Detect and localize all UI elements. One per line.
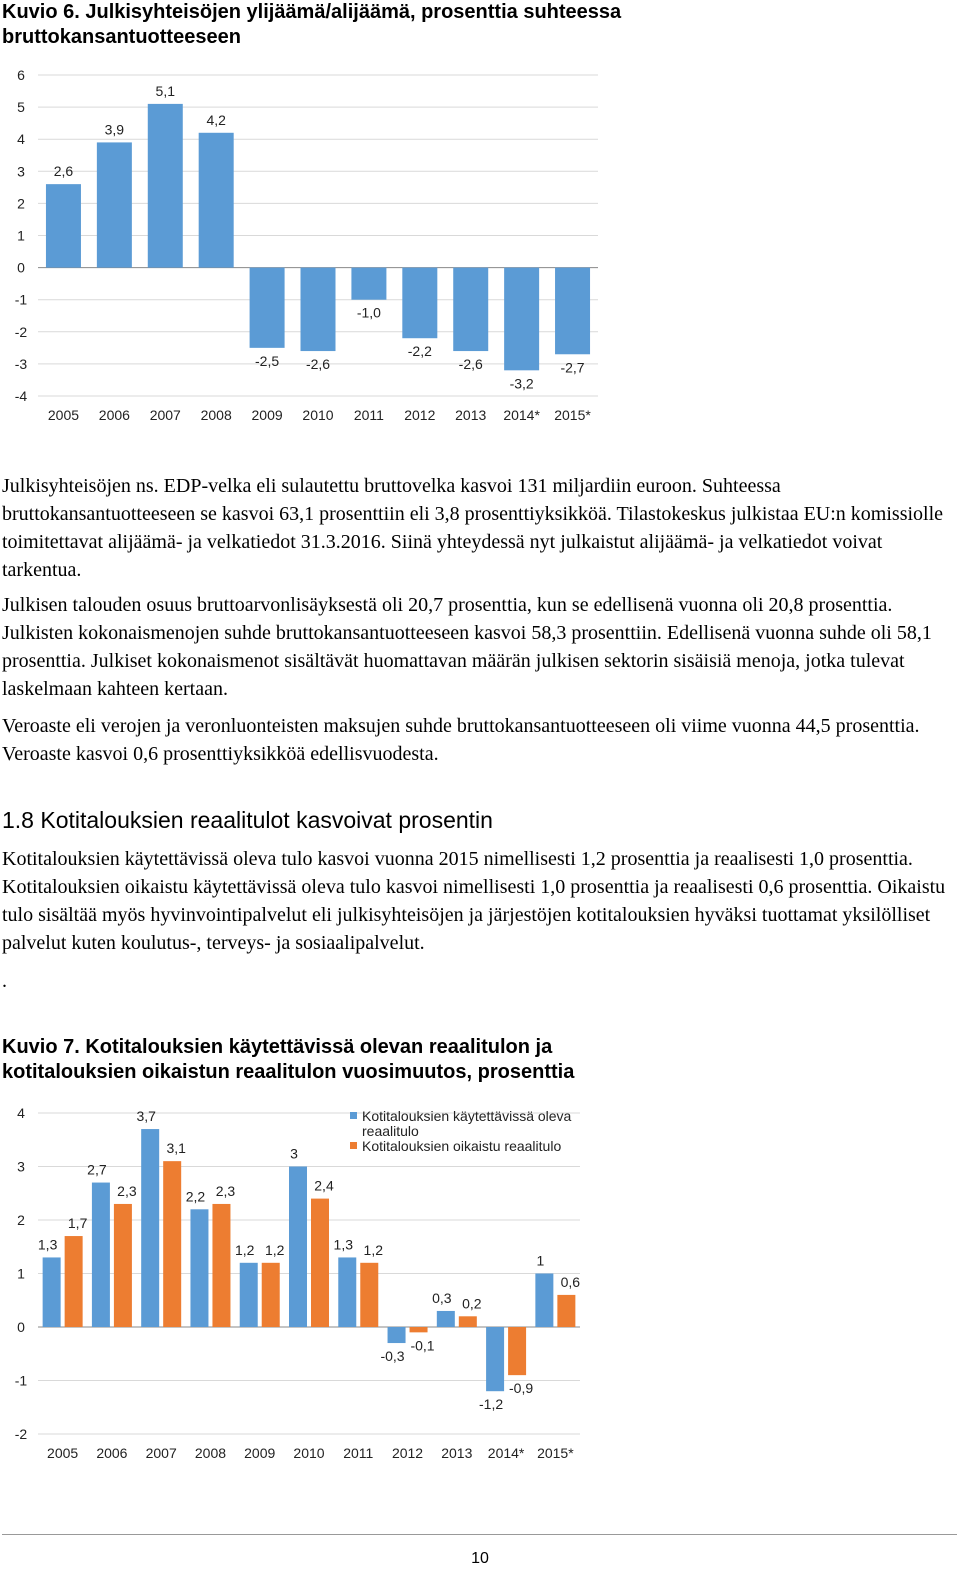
data-label: 2,2 [185, 1188, 206, 1205]
data-label: 1,3 [333, 1236, 354, 1253]
bar [410, 1327, 428, 1332]
figure7-bar-chart [0, 1098, 620, 1473]
x-tick-label: 2012 [391, 1445, 424, 1461]
y-tick-label: -3 [14, 355, 28, 372]
bar [557, 1295, 575, 1327]
bar [114, 1204, 132, 1327]
data-label: -3,2 [509, 375, 534, 392]
x-tick-label: 2008 [194, 1445, 227, 1461]
data-label: 3 [290, 1145, 298, 1162]
data-label: 4,2 [206, 111, 226, 128]
y-tick-label: -1 [14, 1372, 28, 1389]
bar [437, 1311, 455, 1327]
y-tick-label: 0 [17, 259, 25, 276]
footer-divider [2, 1534, 957, 1535]
x-tick-label: 2015* [537, 1445, 574, 1461]
x-tick-label: 2013 [455, 407, 487, 423]
data-label: -0,9 [509, 1380, 534, 1397]
x-tick-label: 2014* [487, 1445, 525, 1461]
legend-label: Kotitalouksien oikaistu reaalitulo [362, 1138, 562, 1154]
x-tick-label: 2007 [149, 407, 181, 423]
legend-label: Kotitalouksien käytettävissä oleva [362, 1108, 572, 1124]
y-tick-label: -1 [14, 291, 28, 308]
y-tick-label: 3 [17, 163, 25, 180]
data-label: 1,2 [264, 1241, 285, 1258]
bar [141, 1129, 159, 1327]
bar [250, 268, 285, 348]
data-label: 0,6 [560, 1273, 581, 1290]
data-label: 1,2 [363, 1241, 384, 1258]
figure6-caption-line2: bruttokansantuotteeseen [2, 26, 241, 48]
bar [388, 1327, 406, 1343]
y-tick-label: 2 [17, 195, 25, 212]
x-tick-label: 2005 [47, 1445, 79, 1461]
figure6-bar-chart [0, 60, 620, 430]
figure6-caption-line1: Kuvio 6. Julkisyhteisöjen ylijäämä/alijäämä, prosenttia suhteessa [2, 1, 622, 23]
x-tick-label: 2014* [503, 407, 540, 423]
section-heading: 1.8 Kotitalouksien reaalitulot kasvoivat prosentin [2, 807, 493, 833]
bar [535, 1274, 553, 1328]
data-label: 2,3 [215, 1182, 236, 1199]
x-tick-label: 2008 [200, 407, 232, 423]
y-tick-label: 5 [17, 99, 25, 116]
bar [486, 1327, 504, 1391]
bar [402, 268, 437, 339]
data-label: -2,6 [305, 356, 331, 373]
y-tick-label: 1 [17, 1265, 25, 1282]
bar [46, 184, 81, 267]
y-tick-label: 2 [17, 1212, 25, 1228]
bar [311, 1199, 329, 1327]
data-label: 0,3 [432, 1289, 452, 1306]
y-tick-label: -2 [14, 323, 28, 340]
x-tick-label: 2009 [251, 407, 283, 423]
bar [360, 1263, 378, 1327]
bar [97, 142, 132, 267]
bar [351, 268, 386, 300]
data-label: -2,2 [407, 343, 432, 360]
paragraph-household-income: Kotitalouksien käytettävissä oleva tulo kasvoi vuonna 2015 nimellisesti 1,2 prosenttia ja reaalisesti 1,0 prosenttia. Kotitalouksien oikaistu käytettävissä oleva tulo kasvoi nimellisesti 1,0 prosenttia ja reaalisesti 0,6 prosenttia. Oikaistu tulo sisältää myös hyvinvointipalvelut eli julkisyhteisöjen ja järjestöjen kotitalouksien hyväksi tuottamat yksilölliset palvelut kuten koulutus-, terveys- ja sosiaalipalvelut. [2, 848, 946, 954]
data-label: 2,7 [87, 1161, 107, 1178]
data-label: -2,7 [560, 359, 585, 376]
bar [555, 268, 590, 355]
x-tick-label: 2010 [302, 407, 334, 423]
data-label: 3,7 [136, 1108, 156, 1125]
x-tick-label: 2012 [404, 407, 436, 423]
bar [240, 1263, 258, 1327]
bar [212, 1204, 230, 1327]
figure7-caption-line2: kotitalouksien oikaistun reaalitulon vuosimuutos, prosenttia [2, 1061, 575, 1083]
bar [199, 133, 234, 268]
y-tick-label: 4 [17, 131, 25, 148]
figure7-caption-line1: Kuvio 7. Kotitalouksien käytettävissä olevan reaalitulon ja [2, 1036, 553, 1058]
bar [65, 1236, 83, 1327]
y-tick-label: 1 [17, 227, 25, 244]
x-tick-label: 2011 [353, 407, 384, 423]
x-tick-label: 2005 [47, 407, 80, 423]
data-label: 3,1 [166, 1140, 186, 1157]
bar [148, 104, 183, 268]
figure6-caption [2, 0, 702, 50]
y-tick-label: -2 [14, 1426, 28, 1442]
x-tick-label: 2015* [554, 407, 591, 423]
data-label: 0,2 [462, 1295, 482, 1312]
legend-swatch [350, 1142, 357, 1149]
bar [338, 1257, 356, 1327]
x-tick-label: 2006 [98, 407, 130, 423]
bar [43, 1257, 61, 1327]
data-label: 2,4 [314, 1177, 334, 1194]
y-tick-label: 4 [17, 1105, 25, 1121]
data-label: 2,3 [117, 1182, 137, 1199]
y-tick-label: 3 [17, 1158, 25, 1175]
paragraph-edp-debt: Julkisyhteisöjen ns. EDP-velka eli sulautettu bruttovelka kasvoi 131 miljardiin euroon. Suhteessa bruttokansantuotteeseen se kasvoi 63,1 prosenttiin eli 3,8 prosenttiyksikköä. Tilastokeskus julkistaa EU:n komissiolle toimitettavat alijäämä- ja velkatiedot 31.3.2016. Siinä yhteydessä nyt julkaistut alijäämä- ja velkatiedot voivat tarkentua. [2, 475, 944, 581]
bar [262, 1263, 280, 1327]
data-label: -1,2 [479, 1396, 504, 1413]
x-tick-label: 2011 [343, 1445, 374, 1461]
bar [508, 1327, 526, 1375]
x-tick-label: 2007 [145, 1445, 177, 1461]
paragraph-tax-rate: Veroaste eli verojen ja veronluonteisten maksujen suhde bruttokansantuotteeseen oli viime vuonna 44,5 prosenttia. Veroaste kasvoi 0,6 prosenttiyksikköä edellisvuodesta. [2, 715, 920, 765]
bar [163, 1161, 181, 1327]
bar [453, 268, 488, 351]
data-label: 1 [536, 1252, 545, 1269]
data-label: 1,7 [67, 1215, 88, 1232]
bar [190, 1209, 208, 1327]
data-label: 1,3 [37, 1236, 58, 1253]
data-label: -0,3 [380, 1348, 405, 1365]
y-tick-label: -4 [14, 388, 28, 404]
figure7-caption [2, 1035, 702, 1085]
x-tick-label: 2013 [441, 1445, 473, 1461]
bar [504, 268, 539, 371]
legend-label: reaalitulo [362, 1123, 419, 1139]
data-label: -0,1 [410, 1337, 435, 1354]
data-label: 3,9 [104, 121, 125, 138]
paragraph-dot: . [2, 970, 7, 992]
x-tick-label: 2009 [244, 1445, 276, 1461]
page-number: 10 [471, 1550, 489, 1567]
y-tick-label: 0 [17, 1319, 25, 1335]
data-label: 2,6 [53, 163, 74, 180]
x-tick-label: 2006 [96, 1445, 128, 1461]
bar [301, 268, 336, 351]
data-label: -2,5 [255, 352, 280, 369]
y-tick-label: 6 [17, 67, 25, 83]
paragraph-public-share: Julkisen talouden osuus bruttoarvonlisäyksestä oli 20,7 prosenttia, kun se edellisenä vuonna oli 20,8 prosenttia. Julkisten kokonaismenojen suhde bruttokansantuotteeseen kasvoi 58,3 prosenttiin. Edellisenä vuonna suhde oli 58,1 prosenttia. Julkiset kokonaismenot sisältävät huomattavan määrän julkisen sektorin sisäisiä menoja, jotka tulevat laskelmaan kahteen kertaan. [2, 594, 932, 700]
data-label: 1,2 [234, 1241, 255, 1258]
bar [459, 1316, 477, 1327]
data-label: 5,1 [155, 82, 176, 99]
legend-swatch [350, 1112, 357, 1119]
data-label: -1,0 [356, 304, 381, 321]
data-label: -2,6 [458, 356, 483, 373]
x-tick-label: 2010 [293, 1445, 325, 1461]
bar [92, 1183, 110, 1327]
bar [289, 1167, 307, 1328]
